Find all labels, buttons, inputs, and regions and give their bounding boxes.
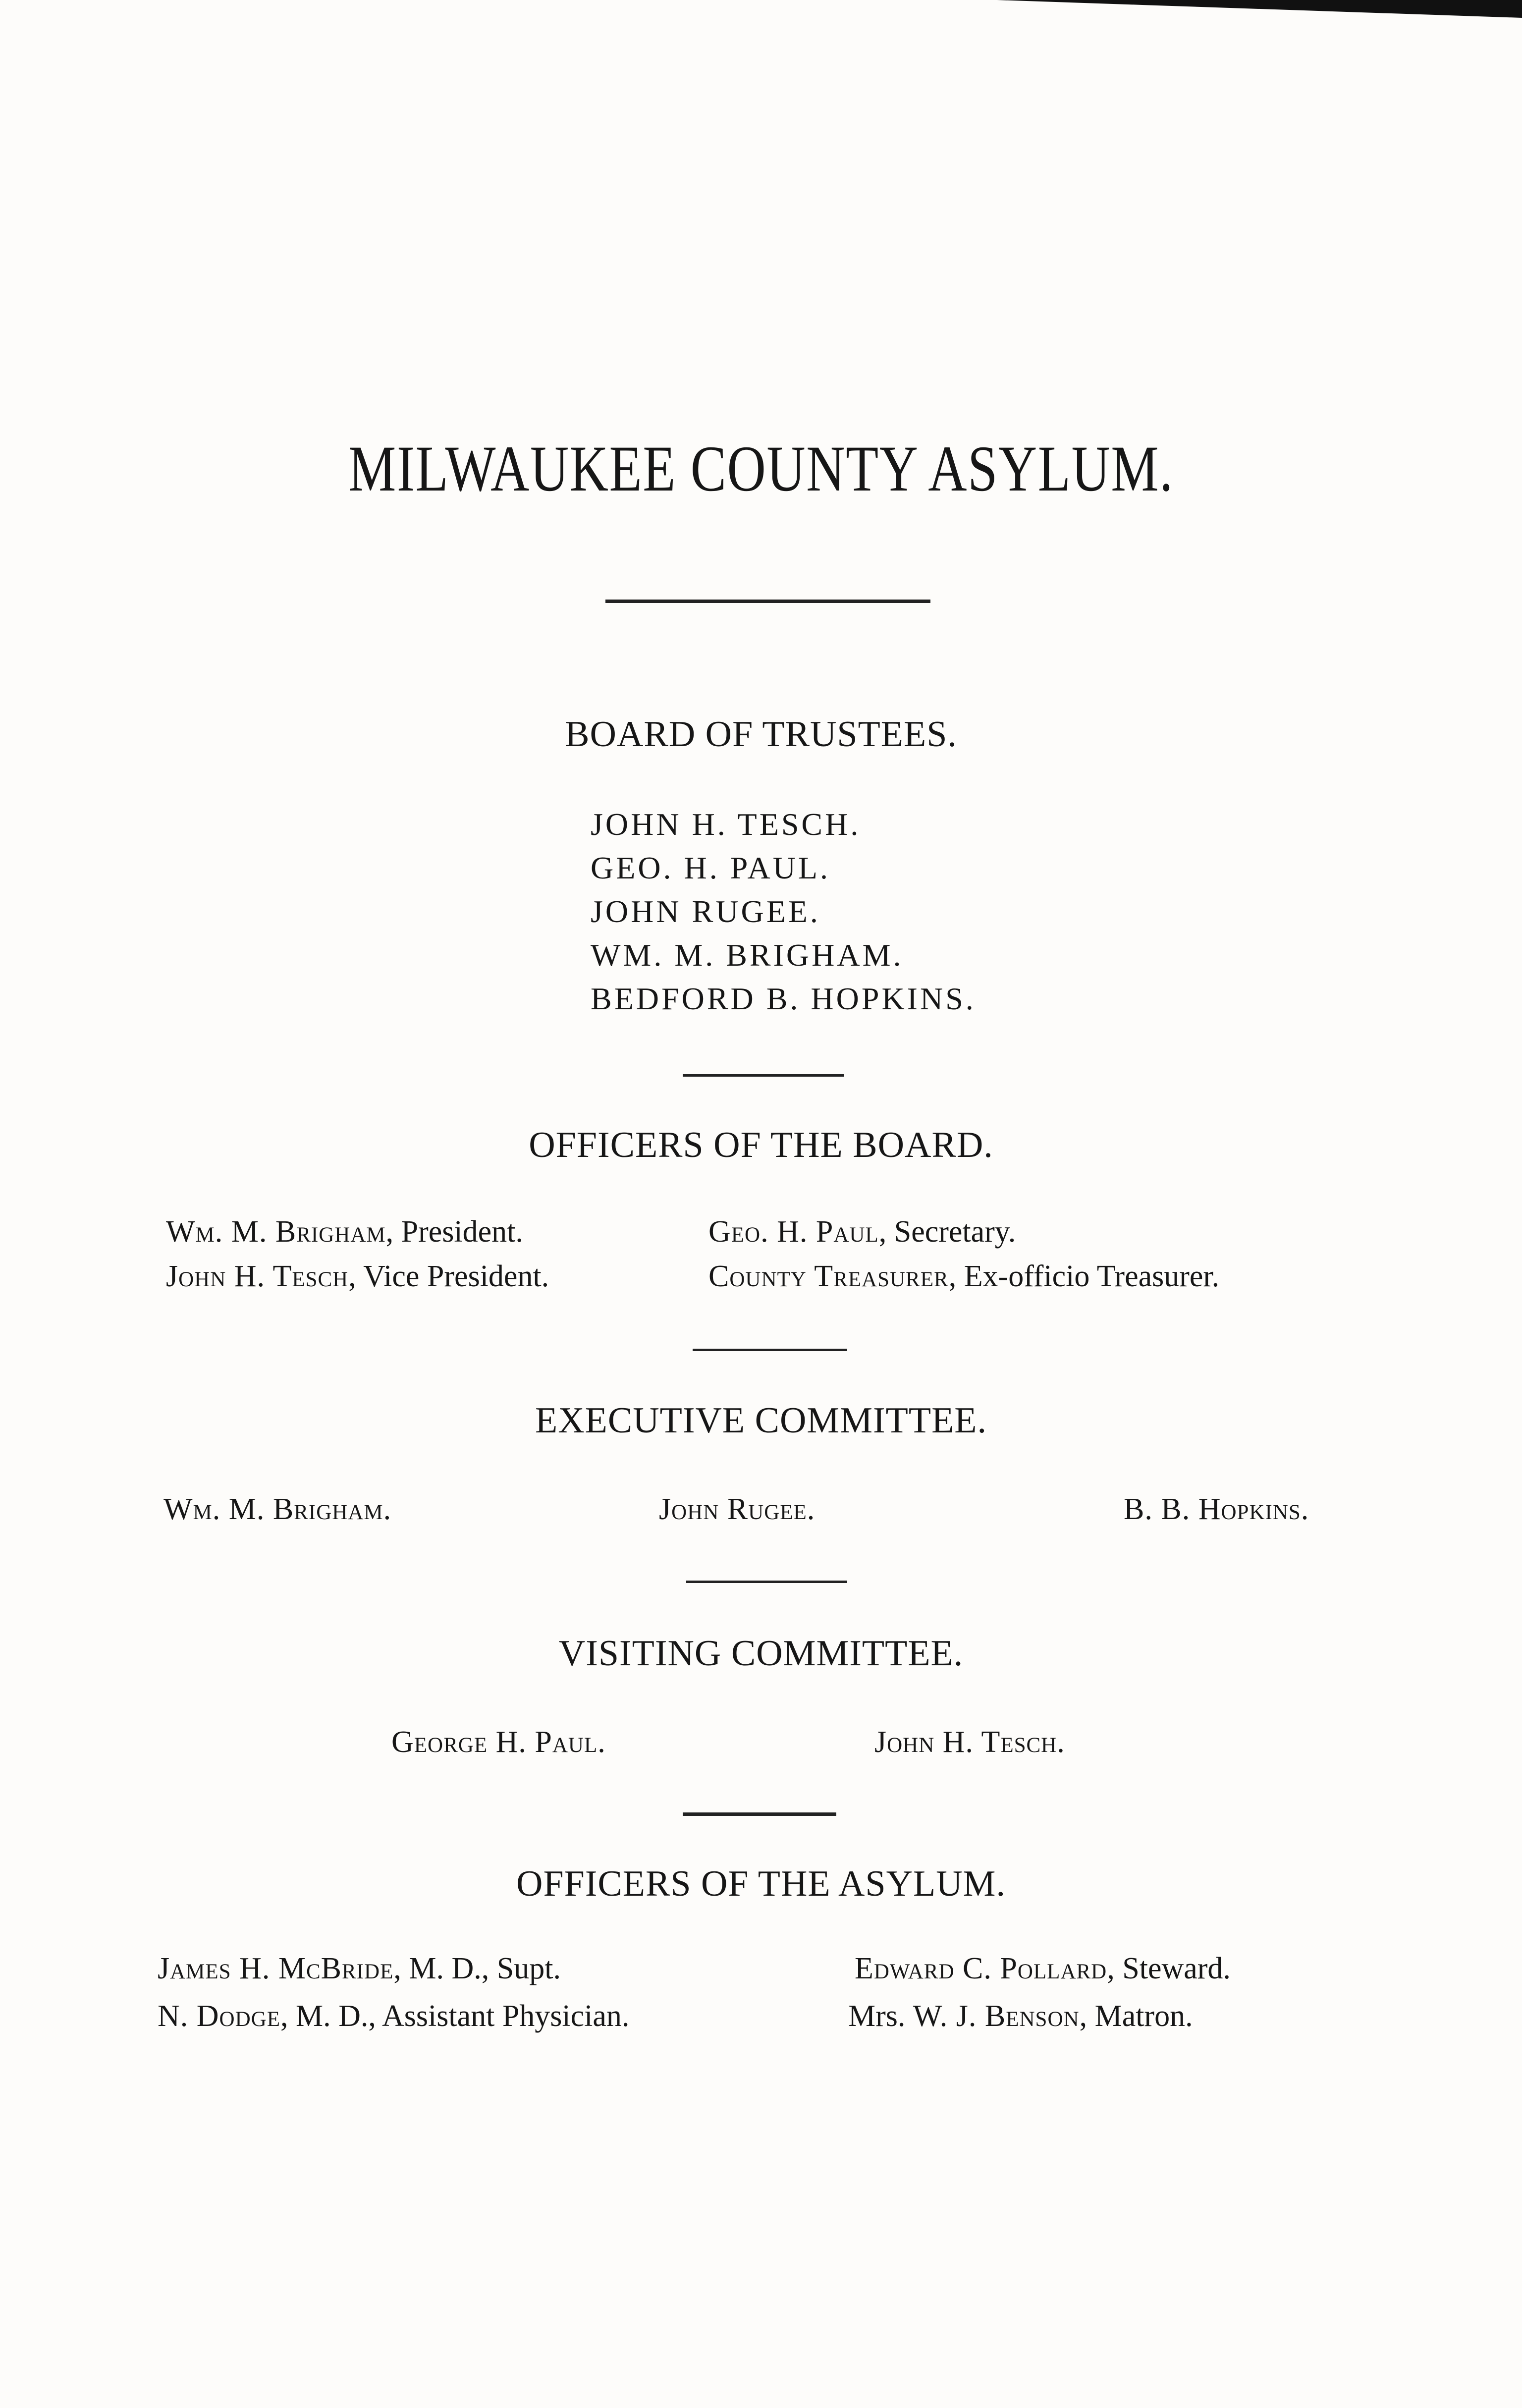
officer-name: Geo. H. Paul [708, 1215, 879, 1249]
officer-role: , Secretary. [878, 1215, 1016, 1249]
officer-role: , Steward. [1107, 1952, 1231, 1985]
officers-of-board-heading: OFFICERS OF THE BOARD. [529, 1125, 993, 1165]
divider-rule [683, 1074, 844, 1077]
officer-prefix: Mrs. [848, 1999, 913, 2033]
officer-role: , Matron. [1079, 1999, 1193, 2033]
officer-name: Edward C. Pollard [855, 1952, 1107, 1985]
officer-name: N. Dodge [158, 1999, 280, 2033]
officer-entry [158, 1953, 561, 1984]
board-of-trustees-heading: BOARD OF TRUSTEES. [565, 714, 957, 755]
officer-entry [166, 1216, 523, 1247]
page-title: MILWAUKEE COUNTY ASYLUM. [348, 432, 1174, 505]
officer-role: , Vice President. [348, 1259, 549, 1293]
trustee-name: BEDFORD B. HOPKINS. [591, 981, 976, 1016]
committee-member: John H. Tesch. [874, 1725, 1065, 1759]
executive-committee-heading: EXECUTIVE COMMITTEE. [535, 1400, 987, 1441]
trustee-name: JOHN H. TESCH. [591, 807, 861, 842]
divider-rule [693, 1349, 847, 1351]
officer-name: W. J. Benson [913, 1999, 1080, 2033]
divider-rule [683, 1812, 836, 1816]
officer-entry [166, 1261, 549, 1292]
officer-entry [708, 1261, 1219, 1292]
trustee-name: JOHN RUGEE. [591, 894, 820, 929]
scan-edge-mark [997, 0, 1522, 18]
divider-rule [686, 1581, 847, 1583]
committee-member: B. B. Hopkins. [1124, 1492, 1309, 1526]
officer-role: , President. [385, 1215, 523, 1249]
officer-role: , M. D., Assistant Physician. [280, 1999, 630, 2033]
officer-name: Wm. M. Brigham [166, 1215, 386, 1249]
trustees-list [591, 803, 976, 1021]
officers-of-asylum-heading: OFFICERS OF THE ASYLUM. [516, 1863, 1006, 1904]
officer-name: James H. McBride [158, 1952, 394, 1985]
officer-name: County Treasurer [708, 1259, 949, 1293]
officer-entry [848, 2001, 1193, 2031]
officer-name: John H. Tesch [166, 1259, 349, 1293]
officer-entry [855, 1953, 1231, 1984]
committee-member: George H. Paul. [391, 1725, 606, 1759]
trustee-name: WM. M. BRIGHAM. [591, 937, 904, 973]
trustee-name: GEO. H. PAUL. [591, 850, 830, 885]
committee-member: Wm. M. Brigham. [163, 1492, 392, 1526]
visiting-committee-heading: VISITING COMMITTEE. [558, 1633, 964, 1674]
officer-entry [708, 1216, 1016, 1247]
committee-member: John Rugee. [659, 1492, 815, 1526]
divider-rule [605, 600, 930, 603]
officer-entry [158, 2001, 629, 2031]
officer-role: , Ex-officio Treasurer. [948, 1259, 1220, 1293]
officer-role: , M. D., Supt. [393, 1952, 561, 1985]
